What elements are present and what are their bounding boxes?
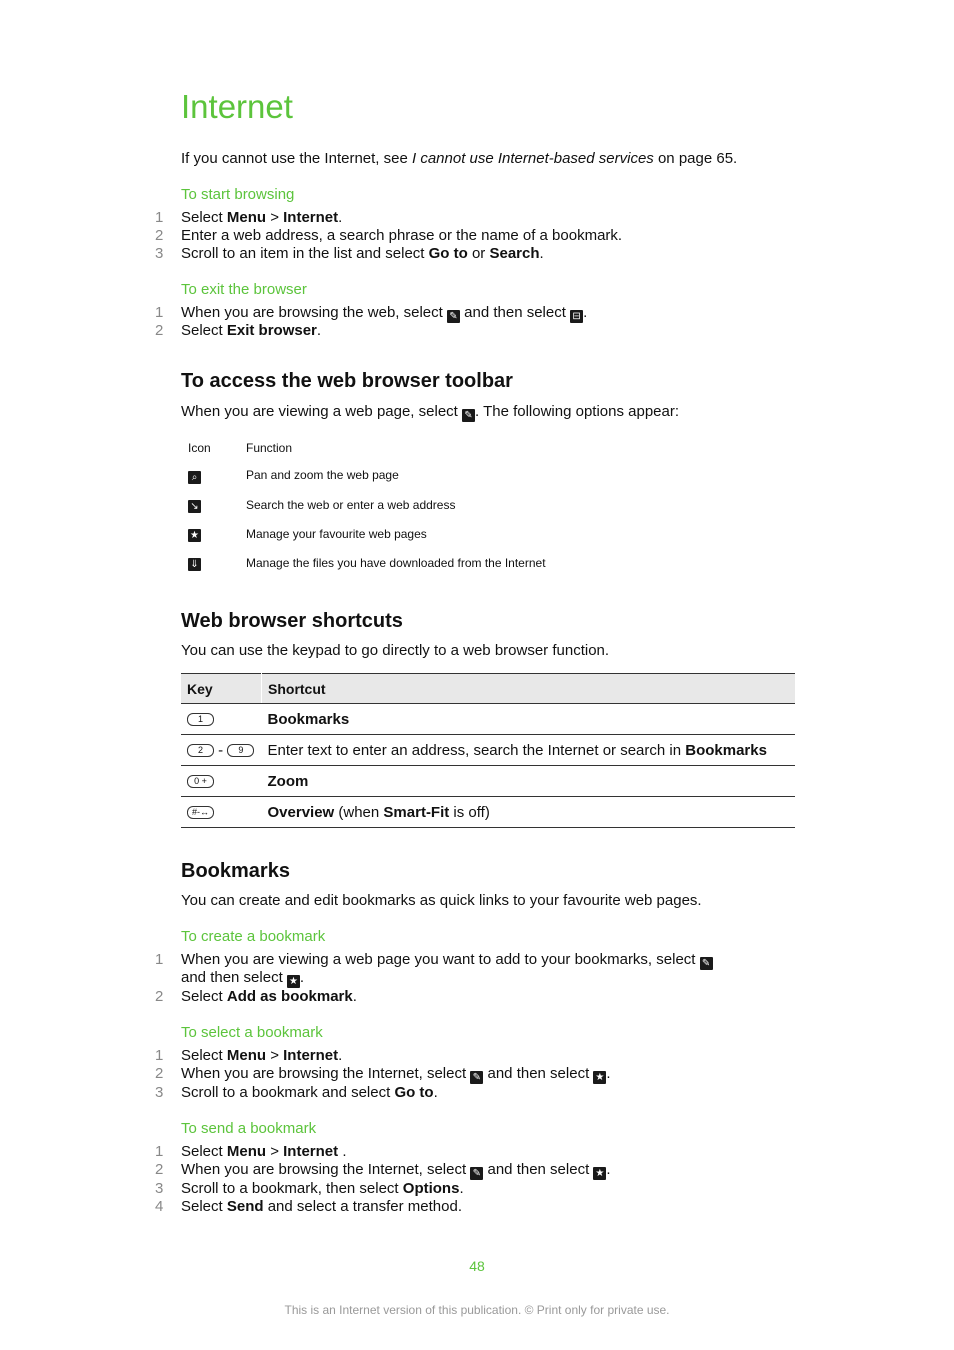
bookmarks-heading: Bookmarks [181,860,290,882]
favourite-star-icon: ★ [593,1167,606,1180]
toolbar-row-favourites: Manage your favourite web pages [246,527,427,541]
page-number: 48 [469,1258,485,1274]
toolbar-intro: When you are viewing a web page, select ✎ . The following options appear: [181,403,680,421]
exit-step-2: 2 Select Exit browser. [155,322,322,339]
pencil-icon: ✎ [462,409,475,422]
toolbar-row-downloads: Manage the files you have downloaded from the Internet [246,556,546,570]
col-shortcut-header: Shortcut [262,674,796,704]
download-icon: ⇓ [188,558,201,571]
start-browsing-heading: To start browsing [181,186,295,203]
favourite-star-icon: ★ [188,529,201,542]
send-step-1: 1 Select Menu > Internet . [155,1143,347,1160]
key-1-icon: 1 [187,713,214,726]
toolbar-row-zoom: Pan and zoom the web page [246,468,399,482]
shortcuts-heading: Web browser shortcuts [181,610,403,632]
create-step-1-cont: and then select ★ . [181,969,305,987]
intro-link[interactable]: I cannot use Internet-based services [411,150,654,167]
key-2-icon: 2 [187,744,214,757]
pencil-icon: ✎ [470,1167,483,1180]
table-row: 0 + Zoom [181,766,795,797]
start-step-1: 1 Select Menu > Internet. [155,209,343,226]
select-step-1: 1 Select Menu > Internet. [155,1047,343,1064]
pencil-icon: ✎ [470,1071,483,1084]
select-step-3: 3 Scroll to a bookmark and select Go to. [155,1084,438,1101]
start-step-3: 3 Scroll to an item in the list and select Go to or Search. [155,245,544,262]
footer-notice: This is an Internet version of this publication. © Print only for private use. [284,1303,670,1317]
search-address-icon: ↘ [188,500,201,513]
favourite-star-icon: ★ [593,1071,606,1084]
table-row: #-↔ Overview (when Smart-Fit is off) [181,797,795,828]
bookmarks-intro: You can create and edit bookmarks as quick links to your favourite web pages. [181,892,702,909]
col-key-header: Key [181,674,262,704]
exit-browser-heading: To exit the browser [181,281,307,298]
select-step-2: 2 When you are browsing the Internet, select ✎ and then select ★ . [155,1065,611,1083]
toolbar-heading: To access the web browser toolbar [181,370,513,392]
page-title: Internet [181,88,293,125]
table-row: 2 - 9 Enter text to enter an address, search the Internet or search in Bookmarks [181,735,795,766]
col-function-header: Function [246,441,293,455]
send-bookmark-heading: To send a bookmark [181,1120,317,1137]
shortcuts-intro: You can use the keypad to go directly to a web browser function. [181,642,610,659]
col-icon-header: Icon [188,441,211,455]
intro-paragraph: If you cannot use the Internet, see I cannot use Internet-based services on page 65. [181,150,738,167]
table-header-row [181,674,795,704]
toolbar-row-search: Search the web or enter a web address [246,498,456,512]
create-step-1: 1 When you are viewing a web page you want to add to your bookmarks, select ✎ [155,951,713,970]
table-row: 1 Bookmarks [181,704,795,735]
exit-step-1: 1 When you are browsing the web, select ✎ and then select ⊟ . [155,304,588,322]
exit-icon: ⊟ [570,310,583,323]
send-step-2: 2 When you are browsing the Internet, select ✎ and then select ★ . [155,1161,611,1179]
favourite-star-icon: ★ [287,975,300,988]
send-step-3: 3 Scroll to a bookmark, then select Options. [155,1180,464,1197]
create-bookmark-heading: To create a bookmark [181,928,326,945]
key-0-icon: 0 + [187,775,214,788]
key-9-icon: 9 [227,744,254,757]
pencil-icon: ✎ [700,957,713,970]
create-step-2: 2 Select Add as bookmark. [155,988,357,1005]
shortcuts-table [181,673,795,828]
start-step-2: 2 Enter a web address, a search phrase or the name of a bookmark. [155,227,623,244]
pencil-icon: ✎ [447,310,460,323]
select-bookmark-heading: To select a bookmark [181,1024,323,1041]
key-hash-icon: #-↔ [187,806,214,819]
send-step-4: 4 Select Send and select a transfer method. [155,1198,462,1215]
zoom-icon: ⌕ [188,471,201,484]
